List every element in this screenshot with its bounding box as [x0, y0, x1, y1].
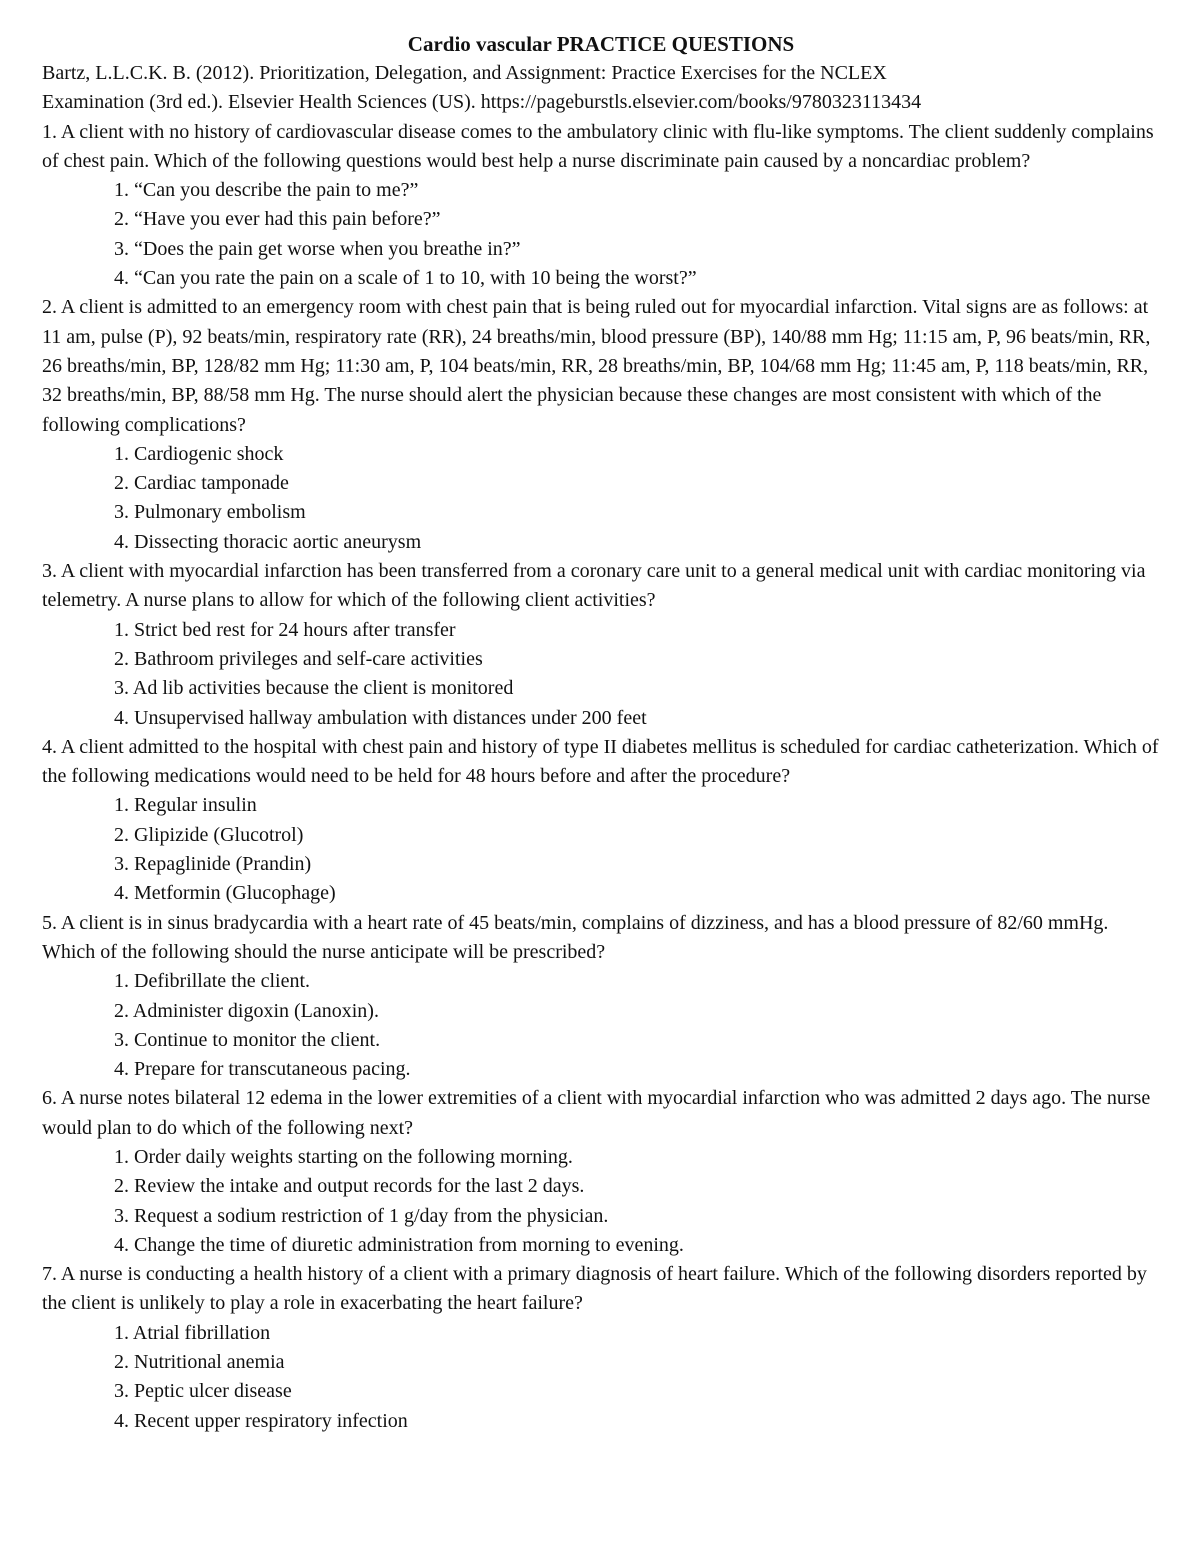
question-stem: 6. A nurse notes bilateral 12 edema in the lower extremities of a client with myocardial infarction who was admitted 2 days ago. The nurse would plan to do which of the following next?: [42, 1087, 1151, 1139]
answer-option-1: 1. Defibrillate the client.: [114, 970, 311, 993]
answer-option-2: 2. “Have you ever had this pain before?”: [114, 208, 441, 231]
answer-option-2: 2. Bathroom privileges and self-care activities: [114, 647, 483, 670]
answer-option-2: 2. Administer digoxin (Lanoxin).: [114, 999, 379, 1022]
answer-options: [42, 791, 1160, 908]
answer-option-2: 2. Glipizide (Glucotrol): [114, 823, 304, 846]
answer-option-1: 1. Order daily weights starting on the following morning.: [114, 1145, 573, 1168]
question-5: [42, 909, 1160, 1085]
citation-line-2: Examination (3rd ed.). Elsevier Health Sciences (US). https://pageburstls.elsevier.com/books/9780323113434: [42, 91, 922, 114]
answer-option-4: 4. Recent upper respiratory infection: [114, 1409, 408, 1432]
answer-options: [42, 440, 1160, 557]
answer-options: [42, 616, 1160, 733]
answer-option-2: 2. Review the intake and output records for the last 2 days.: [114, 1175, 585, 1198]
question-stem: 4. A client admitted to the hospital with chest pain and history of type II diabetes mellitus is scheduled for cardiac catheterization. Which of the following medications would need to be held for 48 hours before and after the procedure?: [42, 735, 1159, 788]
answer-option-1: 1. Strict bed rest for 24 hours after transfer: [114, 618, 456, 641]
question-stem: 3. A client with myocardial infarction has been transferred from a coronary care unit to a general medical unit with cardiac monitoring via telemetry. A nurse plans to allow for which of the following client activities?: [42, 560, 1146, 612]
question-6: [42, 1084, 1160, 1260]
question-stem: 5. A client is in sinus bradycardia with a heart rate of 45 beats/min, complains of dizziness, and has a blood pressure of 82/60 mmHg. Which of the following should the nurse anticipate will be prescribed?: [42, 911, 1109, 963]
question-3: [42, 557, 1160, 733]
answer-option-3: 3. Request a sodium restriction of 1 g/day from the physician.: [114, 1204, 609, 1227]
answer-option-4: 4. Change the time of diuretic administration from morning to evening.: [114, 1233, 684, 1256]
answer-option-3: 3. Repaglinide (Prandin): [114, 853, 312, 876]
answer-option-4: 4. Metformin (Glucophage): [114, 882, 336, 905]
answer-option-2: 2. Nutritional anemia: [114, 1351, 285, 1374]
page-title: Cardio vascular PRACTICE QUESTIONS: [407, 32, 795, 56]
question-4: [42, 733, 1160, 909]
answer-option-1: 1. Atrial fibrillation: [114, 1321, 271, 1344]
question-list: [42, 118, 1160, 1436]
question-2: [42, 293, 1160, 557]
question-stem: 7. A nurse is conducting a health history of a client with a primary diagnosis of heart failure. Which of the following disorders reported by the client is unlikely to play a role in exacerbating the heart failure?: [42, 1263, 1147, 1315]
answer-options: [42, 176, 1160, 293]
answer-option-1: 1. Regular insulin: [114, 794, 257, 817]
answer-option-3: 3. Peptic ulcer disease: [114, 1380, 292, 1403]
answer-option-4: 4. Dissecting thoracic aortic aneurysm: [114, 530, 422, 553]
answer-option-1: 1. Cardiogenic shock: [114, 442, 284, 465]
answer-options: [42, 1143, 1160, 1260]
answer-options: [42, 967, 1160, 1084]
answer-options: [42, 1319, 1160, 1436]
answer-option-4: 4. “Can you rate the pain on a scale of 1 to 10, with 10 being the worst?”: [114, 267, 697, 290]
answer-option-2: 2. Cardiac tamponade: [114, 472, 289, 495]
question-stem: 2. A client is admitted to an emergency room with chest pain that is being ruled out for myocardial infarction. Vital signs are as follows: at 11 am, pulse (P), 92 beats/min, respiratory rate (RR), 24 breaths/min, blood pressure (BP), 140/88 mm Hg; 11:15 am, P, 96 beats/min, RR, 26 breaths/min, BP, 128/82 mm Hg; 11:30 am, P, 104 beats/min, RR, 28 breaths/min, BP, 104/68 mm Hg; 11:45 am, P, 118 beats/min, RR, 32 breaths/min, BP, 88/58 mm Hg. The nurse should alert the physician because these changes are most consistent with which of the following complications?: [42, 296, 1151, 436]
answer-option-3: 3. “Does the pain get worse when you breathe in?”: [114, 237, 521, 260]
question-1: [42, 118, 1160, 294]
answer-option-3: 3. Pulmonary embolism: [114, 501, 306, 524]
answer-option-3: 3. Ad lib activities because the client is monitored: [114, 677, 514, 700]
answer-option-4: 4. Prepare for transcutaneous pacing.: [114, 1058, 411, 1081]
answer-option-3: 3. Continue to monitor the client.: [114, 1028, 381, 1051]
answer-option-4: 4. Unsupervised hallway ambulation with distances under 200 feet: [114, 706, 647, 729]
answer-option-1: 1. “Can you describe the pain to me?”: [114, 179, 419, 202]
citation-line-1: Bartz, L.L.C.K. B. (2012). Prioritization, Delegation, and Assignment: Practice Exercises for the NCLEX: [42, 62, 887, 84]
question-stem: 1. A client with no history of cardiovascular disease comes to the ambulatory clinic with flu-like symptoms. The client suddenly complains of chest pain. Which of the following questions would best help a nurse discriminate pain caused by a noncardiac problem?: [42, 120, 1154, 172]
question-7: [42, 1260, 1160, 1436]
